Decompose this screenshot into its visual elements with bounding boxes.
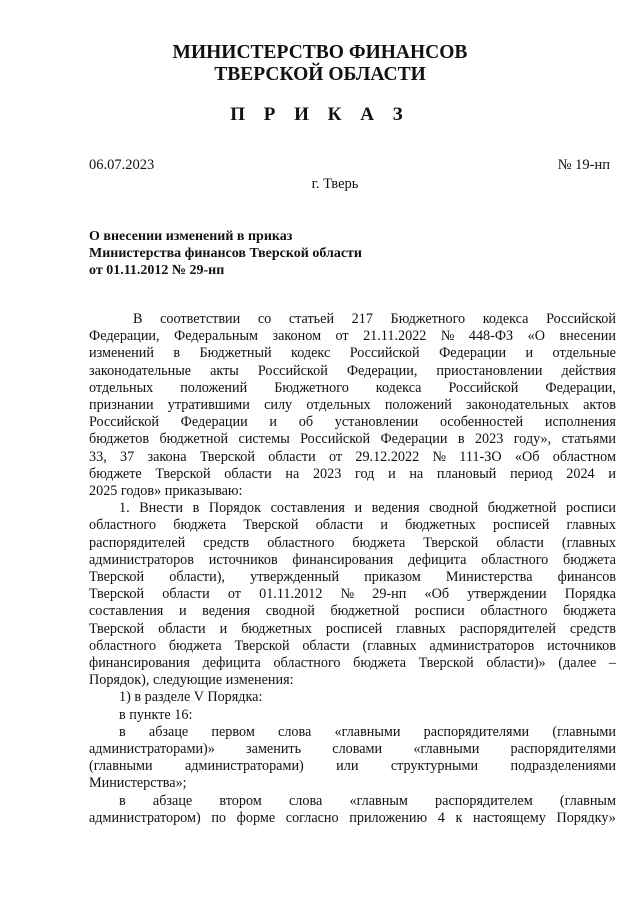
body-word: росписей	[492, 517, 550, 534]
body-line	[89, 741, 616, 758]
body-word: в	[119, 792, 126, 809]
body-line	[89, 363, 616, 380]
body-word: втором	[219, 792, 262, 809]
body-line	[89, 311, 616, 328]
body-word: в	[457, 431, 465, 448]
body-word: №	[340, 586, 355, 603]
body-word: Федерации	[180, 414, 248, 431]
subject-line: от 01.11.2012 № 29-нп	[89, 263, 225, 278]
body-word: к	[455, 809, 463, 826]
body-word: дефицита	[202, 655, 261, 672]
body-word: областном	[552, 448, 616, 465]
body-word: 01.11.2012	[259, 586, 323, 603]
body-word: от	[328, 448, 343, 465]
body-word: от	[227, 586, 241, 603]
body-word: источников	[547, 637, 616, 654]
subject-line: Министерства финансов Тверской области	[89, 246, 362, 261]
body-word: системы	[238, 431, 290, 448]
body-word: бюджетных	[405, 517, 476, 534]
body-word: законодательных	[466, 397, 569, 414]
body-word: «главными	[413, 741, 480, 758]
body-word: и	[354, 500, 363, 517]
body-word: Бюджетного	[390, 311, 466, 327]
body-word: распорядителей	[459, 620, 556, 637]
body-word: бюджетов	[89, 431, 150, 448]
body-word: или	[336, 758, 359, 775]
body-word: Федерации	[439, 345, 507, 362]
body-word: Российской	[300, 431, 371, 448]
body-word: (главными	[552, 723, 616, 740]
body-word: (главных	[561, 534, 616, 551]
body-word: актов	[583, 397, 616, 414]
body-word: Федерации	[380, 431, 448, 448]
body-word: бюджетной	[159, 431, 229, 448]
ministry-header-line2: ТВЕРСКОЙ ОБЛАСТИ	[214, 64, 426, 85]
body-word: бюджета	[563, 551, 616, 568]
order-date: 06.07.2023	[89, 157, 155, 173]
body-line	[89, 345, 616, 362]
body-word: Российской	[546, 311, 616, 327]
body-word: Тверской	[234, 637, 290, 654]
body-word: Тверской	[418, 655, 474, 672]
body-word: администраторов	[89, 551, 194, 568]
body-word: бюджета	[173, 517, 227, 534]
body-word: действия	[561, 362, 616, 379]
body-word: Российской	[448, 379, 519, 396]
body-word: установлении	[334, 414, 419, 431]
body-word: на	[409, 465, 424, 482]
body-word: №	[440, 328, 455, 345]
body-line	[89, 758, 616, 775]
body-word: настоящему	[472, 809, 546, 826]
body-word: год	[355, 465, 375, 482]
body-word: соответствии	[160, 311, 241, 327]
body-word: 217	[351, 311, 373, 327]
body-word: абзаце	[148, 723, 189, 740]
body-word: Федерации,	[346, 362, 418, 379]
body-word: распорядителями	[510, 741, 616, 758]
body-word: Тверской	[199, 448, 255, 465]
body-word: и	[380, 517, 388, 534]
body-word: ведения	[202, 603, 251, 620]
body-word: источников	[208, 551, 278, 568]
body-word: приостановлении	[436, 362, 543, 379]
body-word: Порядку»	[556, 809, 616, 826]
body-word: утвержденный	[250, 569, 340, 586]
body-word: Тверской	[89, 569, 145, 586]
body-word: бюджета	[563, 603, 616, 620]
order-body	[89, 311, 616, 827]
body-word: областного	[273, 655, 341, 672]
body-word: администраторами)	[185, 758, 304, 775]
body-word: на	[285, 465, 300, 482]
body-word: росписи	[566, 500, 616, 517]
body-line	[89, 552, 616, 569]
body-word: составления	[270, 500, 345, 517]
body-word: Порядка	[564, 586, 616, 603]
body-word: бюджете	[89, 465, 142, 482]
body-word: Министерства	[445, 569, 533, 586]
body-word: слова	[288, 792, 323, 809]
body-word: особенностей	[439, 414, 524, 431]
body-word: 111-ЗО	[459, 448, 502, 465]
body-word: области	[268, 448, 316, 465]
body-word: «главным	[349, 792, 408, 809]
body-word: 2024	[566, 465, 595, 482]
body-word: (главных	[362, 637, 417, 654]
body-word: «Об	[424, 586, 450, 603]
body-word: Порядок	[208, 500, 261, 517]
body-line	[89, 397, 616, 414]
body-word: составления	[89, 603, 164, 620]
body-word: Бюджетный	[199, 345, 272, 362]
body-word: областного	[89, 517, 157, 534]
body-line	[89, 500, 616, 517]
body-word: приказом	[364, 569, 421, 586]
body-word: области	[302, 637, 350, 654]
body-word: Федерации,	[545, 379, 616, 396]
body-word: финансирования	[292, 551, 394, 568]
body-line	[89, 793, 616, 810]
body-line	[89, 380, 616, 397]
body-word: Бюджетного	[274, 379, 349, 396]
body-word: 33,	[89, 448, 107, 465]
body-word: распорядителями	[423, 723, 530, 740]
body-word: силу	[264, 397, 293, 414]
body-line	[89, 535, 616, 552]
body-word: Внести	[139, 500, 183, 517]
body-word: первом	[211, 723, 255, 740]
body-word: отдельных	[89, 379, 154, 396]
body-line	[89, 810, 616, 827]
body-line: Порядок), следующие изменения:	[89, 672, 294, 689]
body-word: 448-ФЗ	[468, 328, 514, 345]
body-word: Федеральным	[174, 328, 259, 345]
body-word: сводной	[429, 500, 479, 517]
body-word: статьями	[561, 431, 616, 448]
body-word: году»,	[513, 431, 552, 448]
body-word: финансов	[557, 569, 616, 586]
body-word: финансирования	[89, 655, 190, 672]
body-word: и	[178, 603, 187, 620]
body-word: 29.12.2022	[355, 448, 420, 465]
body-word: положений	[384, 397, 452, 414]
body-word: со	[257, 311, 272, 327]
body-word: кодекса	[482, 311, 529, 327]
body-word: Тверской	[89, 586, 145, 603]
body-line: Министерства»;	[89, 775, 187, 792]
order-number: № 19-нп	[557, 157, 610, 173]
body-word: согласно	[285, 809, 339, 826]
body-word: областного	[89, 637, 157, 654]
body-word: главных	[566, 517, 616, 534]
body-word: от	[335, 328, 349, 345]
body-word: в	[192, 500, 200, 517]
body-word: и	[388, 465, 396, 482]
body-word: администратором)	[89, 809, 201, 826]
body-word: по	[211, 809, 227, 826]
body-word: и	[525, 345, 534, 362]
body-word: Российской	[257, 362, 328, 379]
body-line	[89, 724, 616, 741]
subject-line: О внесении изменений в приказ	[89, 229, 293, 244]
body-word: изменений	[89, 345, 154, 362]
body-line	[89, 328, 616, 345]
body-line	[89, 517, 616, 534]
body-word: Тверской	[89, 620, 145, 637]
body-word: Тверской	[423, 534, 479, 551]
body-word: 4	[437, 809, 445, 826]
body-word: отдельных	[306, 397, 371, 414]
body-word: «Об	[514, 448, 540, 465]
body-word: «О	[527, 328, 545, 345]
body-word: плановый	[436, 465, 497, 482]
body-word: бюджета	[353, 655, 407, 672]
body-line	[89, 414, 616, 431]
order-title: П Р И К А З	[230, 104, 410, 125]
body-line: 2025 годов» приказываю:	[89, 483, 243, 500]
body-word: дефицита	[408, 551, 467, 568]
body-word: внесении	[559, 328, 616, 345]
body-word: кодекса	[375, 379, 422, 396]
body-word: Федерации,	[89, 328, 160, 345]
body-word: акты	[210, 362, 239, 379]
body-word: абзаце	[152, 792, 193, 809]
body-word: 2023	[474, 431, 504, 448]
body-word: Российской	[89, 414, 159, 431]
body-word: подразделениями	[510, 758, 616, 775]
body-word: области)»	[486, 655, 546, 672]
body-word: бюджетной	[487, 500, 557, 517]
body-word: области	[224, 465, 272, 482]
body-word: период	[510, 465, 553, 482]
body-word: В	[133, 311, 143, 327]
body-word: (главным	[559, 792, 616, 809]
body-word: заменить	[246, 741, 302, 758]
body-word: 29-нп	[372, 586, 407, 603]
body-word: Тверской	[155, 465, 211, 482]
body-word: утверждении	[467, 586, 547, 603]
body-word: №	[432, 448, 447, 465]
body-word: администраторами)»	[89, 741, 215, 758]
body-word: форме	[236, 809, 276, 826]
body-line	[89, 569, 616, 586]
body-word: 2023	[312, 465, 342, 482]
body-word: администраторов	[429, 637, 535, 654]
body-word: Тверской	[243, 517, 299, 534]
body-word: и	[608, 465, 616, 482]
body-word: словами	[332, 741, 383, 758]
order-subject	[89, 228, 362, 279]
body-line	[89, 603, 616, 620]
body-word: средств	[203, 534, 250, 551]
body-word: области	[496, 534, 544, 551]
body-line	[89, 431, 616, 448]
body-word: главных	[396, 620, 446, 637]
body-word: области	[315, 517, 364, 534]
body-word: 21.11.2022	[363, 328, 427, 345]
body-line: 1) в разделе V Порядка:	[119, 689, 263, 706]
body-word: области	[158, 620, 206, 637]
body-word: утратившими	[167, 397, 250, 414]
body-word: структурными	[390, 758, 479, 775]
body-word: в	[173, 345, 181, 362]
body-word: бюджета	[352, 534, 406, 551]
body-word: и	[219, 620, 228, 637]
body-word: бюджетных	[241, 620, 312, 637]
body-word: 1.	[119, 500, 130, 517]
ministry-header-line1: МИНИСТЕРСТВО ФИНАНСОВ	[172, 42, 468, 63]
body-word: об	[298, 414, 314, 431]
body-word: бюджета	[168, 637, 222, 654]
body-word: в	[119, 723, 126, 740]
body-word: распорядителем	[435, 792, 533, 809]
body-word: слова	[278, 723, 312, 740]
body-word: –	[608, 655, 616, 672]
body-word: «главными	[334, 723, 401, 740]
body-word: статьей	[288, 311, 335, 327]
body-word: средств	[570, 620, 616, 637]
body-word: (далее	[558, 655, 597, 672]
body-word: приложению	[349, 809, 428, 826]
body-line	[89, 621, 616, 638]
body-word: росписей	[325, 620, 383, 637]
body-word: признании	[89, 397, 154, 414]
body-word: области),	[169, 569, 225, 586]
body-word: областного	[267, 534, 335, 551]
order-city: г. Тверь	[311, 176, 359, 192]
body-word: областного	[481, 551, 549, 568]
body-word: ведения	[371, 500, 420, 517]
body-line	[89, 638, 616, 655]
body-word: сводной	[265, 603, 315, 620]
body-line	[89, 586, 616, 603]
body-line	[89, 449, 616, 466]
body-word: (главными	[89, 758, 153, 775]
body-word: отдельные	[552, 345, 616, 362]
body-line: в пункте 16:	[119, 706, 193, 723]
body-word: исполнения	[544, 414, 616, 431]
body-word: закона	[147, 448, 187, 465]
body-word: росписи	[414, 603, 465, 620]
body-word: распорядителей	[89, 534, 186, 551]
body-word: положений	[180, 379, 248, 396]
body-line	[89, 466, 616, 483]
ministry-header	[0, 42, 640, 86]
body-line	[89, 655, 616, 672]
body-word: Российской	[349, 345, 420, 362]
body-word: и	[269, 414, 277, 431]
body-word: законодательные	[89, 362, 192, 379]
body-word: 37	[120, 448, 135, 465]
body-word: области	[162, 586, 210, 603]
body-word: законом	[272, 328, 322, 345]
body-word: кодекс	[291, 345, 331, 362]
body-word: областного	[480, 603, 548, 620]
body-word: бюджетной	[330, 603, 400, 620]
